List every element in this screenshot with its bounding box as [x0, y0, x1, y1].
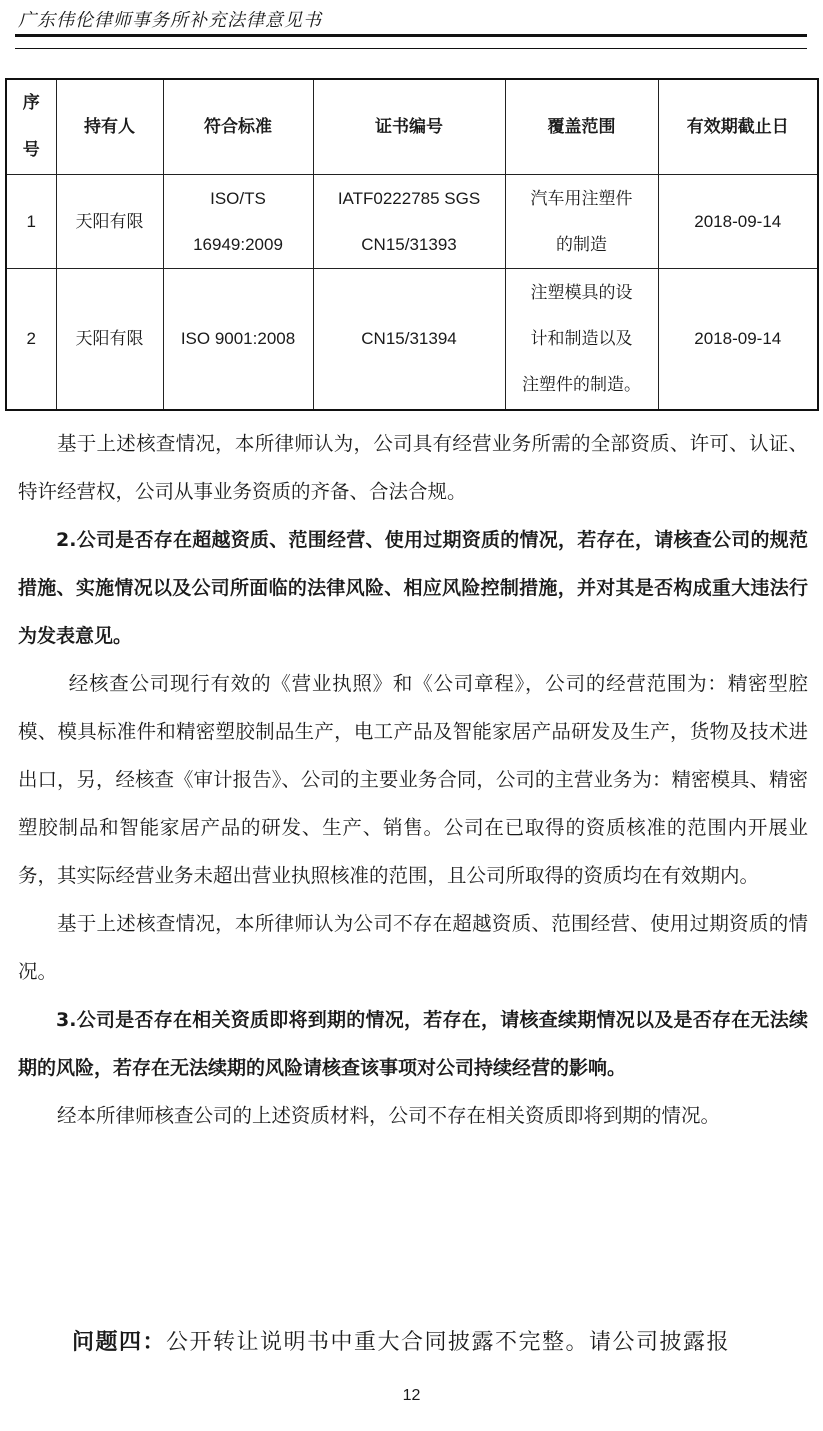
question-four-text: 公开转让说明书中重大合同披露不完整。请公司披露报	[166, 1330, 731, 1355]
cell-no: 2	[6, 269, 56, 411]
table-row	[6, 175, 818, 269]
col-header-serial-char-2: 号	[22, 140, 40, 160]
col-header-cert-no: 证书编号	[313, 79, 505, 175]
paragraph-conclusion-2: 基于上述核查情况，本所律师认为公司不存在超越资质、范围经营、使用过期资质的情况。	[18, 912, 808, 983]
cell-cert-no	[313, 175, 505, 269]
cell-cert-line: IATF0222785 SGS	[337, 188, 481, 208]
cell-holder: 天阳有限	[56, 175, 163, 269]
header-rule-thin	[15, 48, 807, 49]
cell-no: 1	[6, 175, 56, 269]
table-row	[6, 269, 818, 411]
col-header-serial	[6, 79, 56, 175]
heading-question-3: 3.公司是否存在相关资质即将到期的情况，若存在，请核查续期情况以及是否存在无法续期的风险，若存在无法续期的风险请核查该事项对公司持续经营的影响。	[18, 1009, 808, 1079]
question-four	[72, 1325, 730, 1356]
cell-cert-no	[313, 269, 505, 411]
cell-standard-line: 16949:2009	[193, 234, 283, 254]
header-title: 广东伟伦律师事务所补充法律意见书	[18, 10, 322, 31]
cell-scope	[505, 269, 658, 411]
heading-question-2: 2.公司是否存在超越资质、范围经营、使用过期资质的情况，若存在，请核查公司的规范措施、实施情况以及公司所面临的法律风险、相应风险控制措施，并对其是否构成重大违法行为发表意见。	[18, 529, 808, 647]
col-header-scope: 覆盖范围	[505, 79, 658, 175]
cell-cert-line: CN15/31394	[361, 329, 457, 348]
paragraph-conclusion-3: 经本所律师核查公司的上述资质材料，公司不存在相关资质即将到期的情况。	[57, 1104, 721, 1127]
cell-scope-line: 的制造	[556, 234, 607, 255]
cell-standard-line: ISO 9001:2008	[180, 329, 296, 348]
col-header-holder: 持有人	[56, 79, 163, 175]
cell-scope-line: 注塑件的制造。	[522, 375, 641, 395]
paragraph-business-scope: 经核查公司现行有效的《营业执照》和《公司章程》，公司的经营范围为：精密型腔模、模具标准件和精密塑胶制品生产，电工产品及智能家居产品研发及生产，货物及技术进出口，另，经核查《审计报告》、公司的主要业务合同，公司的主营业务为：精密模具、精密塑胶制品和智能家居产品的研发、生产、销售。公司在已取得的资质核准的范围内开展业务，其实际经营业务未超出营业执照核准的范围，且公司所取得的资质均在有效期内。	[18, 672, 808, 887]
cell-standard	[163, 175, 313, 269]
col-header-standard: 符合标准	[163, 79, 313, 175]
cell-standard-line: ISO/TS	[210, 188, 266, 208]
header-rule-thick	[15, 34, 807, 37]
cell-scope-line: 计和制造以及	[530, 329, 633, 349]
cell-scope-line: 注塑模具的设	[530, 283, 633, 303]
page-number: 12	[402, 1387, 421, 1404]
col-header-expiry: 有效期截止日	[658, 79, 818, 175]
question-four-head: 问题四：	[72, 1330, 167, 1355]
cell-expiry: 2018-09-14	[658, 175, 818, 269]
paragraph-conclusion-1: 基于上述核查情况，本所律师认为，公司具有经营业务所需的全部资质、许可、认证、特许经营权，公司从事业务资质的齐备、合法合规。	[18, 432, 808, 503]
cell-cert-line: CN15/31393	[361, 234, 457, 254]
cell-scope-line: 汽车用注塑件	[530, 188, 633, 209]
cell-expiry: 2018-09-14	[658, 269, 818, 411]
certificate-table	[5, 78, 819, 411]
cell-standard	[163, 269, 313, 411]
cell-scope	[505, 175, 658, 269]
col-header-serial-char-1: 序	[22, 93, 40, 113]
cell-holder: 天阳有限	[56, 269, 163, 411]
table-header-row	[6, 79, 818, 175]
body-text	[18, 420, 808, 1140]
